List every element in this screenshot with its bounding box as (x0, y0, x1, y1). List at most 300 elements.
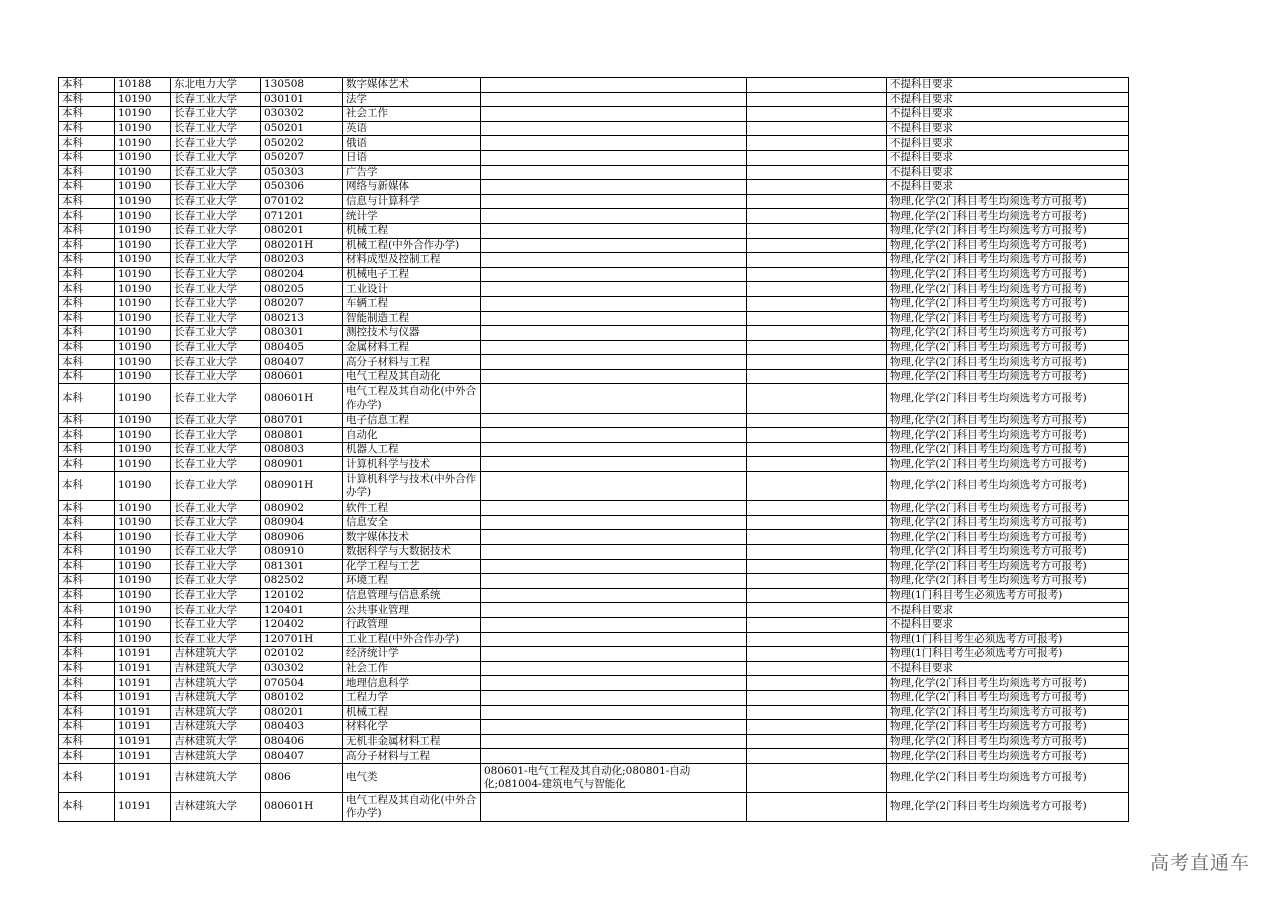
major-name-cell: 高分子材料与工程 (343, 749, 481, 764)
major-name-cell: 数字媒体艺术 (343, 78, 481, 93)
subject-requirement-cell: 物理,化学(2门科目考生均须选考方可报考) (887, 326, 1129, 341)
major-code-cell: 080201 (261, 705, 343, 720)
subject-requirement-cell: 物理,化学(2门科目考生均须选考方可报考) (887, 282, 1129, 297)
school-name-cell: 吉林建筑大学 (171, 647, 261, 662)
table-row (59, 603, 1129, 618)
subject-requirement-cell: 物理(1门科目考生必须选考方可报考) (887, 647, 1129, 662)
level-cell: 本科 (59, 194, 115, 209)
included-majors-cell (481, 136, 747, 151)
table-row (59, 515, 1129, 530)
blank-cell (747, 413, 887, 428)
subject-requirement-cell: 物理,化学(2门科目考生均须选考方可报考) (887, 530, 1129, 545)
table-row (59, 78, 1129, 93)
included-majors-cell (481, 793, 747, 822)
table-row (59, 194, 1129, 209)
major-code-cell: 080906 (261, 530, 343, 545)
level-cell: 本科 (59, 253, 115, 268)
subject-requirement-cell: 物理(1门科目考生必须选考方可报考) (887, 588, 1129, 603)
blank-cell (747, 734, 887, 749)
included-majors-cell (481, 632, 747, 647)
school-name-cell: 吉林建筑大学 (171, 749, 261, 764)
school-code-cell: 10191 (115, 661, 171, 676)
blank-cell (747, 326, 887, 341)
blank-cell (747, 180, 887, 195)
level-cell: 本科 (59, 384, 115, 413)
blank-cell (747, 472, 887, 501)
major-code-cell: 080207 (261, 296, 343, 311)
blank-cell (747, 238, 887, 253)
blank-cell (747, 78, 887, 93)
included-majors-cell (481, 676, 747, 691)
major-name-cell: 无机非金属材料工程 (343, 734, 481, 749)
table-row (59, 501, 1129, 516)
included-majors-cell (481, 545, 747, 560)
level-cell: 本科 (59, 413, 115, 428)
school-name-cell: 长春工业大学 (171, 384, 261, 413)
school-code-cell: 10190 (115, 121, 171, 136)
subject-requirement-cell: 物理,化学(2门科目考生均须选考方可报考) (887, 369, 1129, 384)
table-row (59, 326, 1129, 341)
school-name-cell: 吉林建筑大学 (171, 763, 261, 792)
school-code-cell: 10190 (115, 253, 171, 268)
level-cell: 本科 (59, 355, 115, 370)
major-code-cell: 080213 (261, 311, 343, 326)
level-cell: 本科 (59, 238, 115, 253)
level-cell: 本科 (59, 661, 115, 676)
level-cell: 本科 (59, 311, 115, 326)
table-row (59, 574, 1129, 589)
major-name-cell: 材料成型及控制工程 (343, 253, 481, 268)
major-code-cell: 050303 (261, 165, 343, 180)
level-cell: 本科 (59, 457, 115, 472)
major-code-cell: 050201 (261, 121, 343, 136)
blank-cell (747, 311, 887, 326)
table-row (59, 223, 1129, 238)
included-majors-cell (481, 355, 747, 370)
included-majors-cell (481, 574, 747, 589)
subject-requirement-cell: 物理,化学(2门科目考生均须选考方可报考) (887, 501, 1129, 516)
school-name-cell: 长春工业大学 (171, 413, 261, 428)
major-name-cell: 测控技术与仪器 (343, 326, 481, 341)
level-cell: 本科 (59, 223, 115, 238)
school-code-cell: 10190 (115, 574, 171, 589)
major-name-cell: 电气工程及其自动化 (343, 369, 481, 384)
school-code-cell: 10190 (115, 92, 171, 107)
table-row (59, 763, 1129, 792)
table-row (59, 545, 1129, 560)
subject-requirement-cell: 物理,化学(2门科目考生均须选考方可报考) (887, 559, 1129, 574)
subject-requirement-cell: 物理,化学(2门科目考生均须选考方可报考) (887, 793, 1129, 822)
school-code-cell: 10190 (115, 326, 171, 341)
major-code-cell: 080205 (261, 282, 343, 297)
blank-cell (747, 428, 887, 443)
table-row (59, 676, 1129, 691)
table-row (59, 749, 1129, 764)
major-name-cell: 车辆工程 (343, 296, 481, 311)
included-majors-cell (481, 150, 747, 165)
major-code-cell: 070102 (261, 194, 343, 209)
level-cell: 本科 (59, 150, 115, 165)
school-code-cell: 10190 (115, 617, 171, 632)
major-name-cell: 环境工程 (343, 574, 481, 589)
school-name-cell: 长春工业大学 (171, 296, 261, 311)
subject-requirement-cell: 物理,化学(2门科目考生均须选考方可报考) (887, 749, 1129, 764)
major-name-cell: 法学 (343, 92, 481, 107)
subject-requirement-cell: 物理,化学(2门科目考生均须选考方可报考) (887, 238, 1129, 253)
table-row (59, 384, 1129, 413)
table-row (59, 209, 1129, 224)
major-name-cell: 金属材料工程 (343, 340, 481, 355)
major-code-cell: 080910 (261, 545, 343, 560)
subject-requirement-cell: 物理,化学(2门科目考生均须选考方可报考) (887, 194, 1129, 209)
school-code-cell: 10190 (115, 384, 171, 413)
subject-requirement-cell: 物理,化学(2门科目考生均须选考方可报考) (887, 209, 1129, 224)
school-code-cell: 10188 (115, 78, 171, 93)
blank-cell (747, 209, 887, 224)
school-name-cell: 长春工业大学 (171, 472, 261, 501)
subject-requirement-cell: 不提科目要求 (887, 617, 1129, 632)
subject-requirement-cell: 物理,化学(2门科目考生均须选考方可报考) (887, 515, 1129, 530)
blank-cell (747, 530, 887, 545)
school-code-cell: 10190 (115, 472, 171, 501)
level-cell: 本科 (59, 603, 115, 618)
major-code-cell: 080901 (261, 457, 343, 472)
level-cell: 本科 (59, 107, 115, 122)
major-code-cell: 080701 (261, 413, 343, 428)
included-majors-cell (481, 472, 747, 501)
included-majors-cell (481, 223, 747, 238)
major-name-cell: 行政管理 (343, 617, 481, 632)
major-name-cell: 高分子材料与工程 (343, 355, 481, 370)
major-name-cell: 化学工程与工艺 (343, 559, 481, 574)
blank-cell (747, 647, 887, 662)
major-name-cell: 社会工作 (343, 107, 481, 122)
major-name-cell: 自动化 (343, 428, 481, 443)
blank-cell (747, 136, 887, 151)
school-name-cell: 长春工业大学 (171, 530, 261, 545)
school-code-cell: 10190 (115, 413, 171, 428)
subject-requirement-cell: 不提科目要求 (887, 121, 1129, 136)
school-name-cell: 吉林建筑大学 (171, 705, 261, 720)
major-code-cell: 030302 (261, 107, 343, 122)
included-majors-cell (481, 78, 747, 93)
school-name-cell: 长春工业大学 (171, 267, 261, 282)
level-cell: 本科 (59, 588, 115, 603)
table-row (59, 632, 1129, 647)
school-code-cell: 10191 (115, 647, 171, 662)
major-name-cell: 社会工作 (343, 661, 481, 676)
subject-requirement-cell: 物理,化学(2门科目考生均须选考方可报考) (887, 355, 1129, 370)
included-majors-cell (481, 734, 747, 749)
table-row (59, 690, 1129, 705)
major-code-cell: 050207 (261, 150, 343, 165)
school-name-cell: 长春工业大学 (171, 559, 261, 574)
level-cell: 本科 (59, 749, 115, 764)
school-name-cell: 长春工业大学 (171, 326, 261, 341)
table-row (59, 705, 1129, 720)
subject-requirement-cell: 物理,化学(2门科目考生均须选考方可报考) (887, 413, 1129, 428)
level-cell: 本科 (59, 92, 115, 107)
subject-requirement-cell: 物理,化学(2门科目考生均须选考方可报考) (887, 384, 1129, 413)
major-name-cell: 计算机科学与技术(中外合作办学) (343, 472, 481, 501)
included-majors-cell (481, 413, 747, 428)
subject-requirement-cell: 物理,化学(2门科目考生均须选考方可报考) (887, 545, 1129, 560)
major-code-cell: 120402 (261, 617, 343, 632)
school-name-cell: 长春工业大学 (171, 136, 261, 151)
major-code-cell: 080902 (261, 501, 343, 516)
blank-cell (747, 223, 887, 238)
subject-requirement-cell: 物理,化学(2门科目考生均须选考方可报考) (887, 705, 1129, 720)
school-code-cell: 10191 (115, 705, 171, 720)
table-row (59, 472, 1129, 501)
school-code-cell: 10190 (115, 238, 171, 253)
level-cell: 本科 (59, 501, 115, 516)
subject-requirement-cell: 物理,化学(2门科目考生均须选考方可报考) (887, 253, 1129, 268)
school-name-cell: 长春工业大学 (171, 632, 261, 647)
major-name-cell: 电气类 (343, 763, 481, 792)
table-row (59, 559, 1129, 574)
table-row (59, 442, 1129, 457)
major-code-cell: 080102 (261, 690, 343, 705)
table-row (59, 165, 1129, 180)
blank-cell (747, 632, 887, 647)
level-cell: 本科 (59, 121, 115, 136)
subject-requirement-cell: 不提科目要求 (887, 92, 1129, 107)
included-majors-cell (481, 515, 747, 530)
major-code-cell: 080405 (261, 340, 343, 355)
major-name-cell: 电气工程及其自动化(中外合作办学) (343, 384, 481, 413)
major-code-cell: 030101 (261, 92, 343, 107)
school-name-cell: 长春工业大学 (171, 442, 261, 457)
level-cell: 本科 (59, 369, 115, 384)
school-code-cell: 10190 (115, 107, 171, 122)
school-name-cell: 吉林建筑大学 (171, 661, 261, 676)
level-cell: 本科 (59, 793, 115, 822)
subject-requirement-cell: 不提科目要求 (887, 180, 1129, 195)
school-code-cell: 10190 (115, 296, 171, 311)
major-name-cell: 工业设计 (343, 282, 481, 297)
blank-cell (747, 253, 887, 268)
school-code-cell: 10191 (115, 720, 171, 735)
school-name-cell: 吉林建筑大学 (171, 793, 261, 822)
school-name-cell: 长春工业大学 (171, 603, 261, 618)
major-code-cell: 080201H (261, 238, 343, 253)
watermark-logo: 高考直通车 (1149, 852, 1250, 874)
school-code-cell: 10190 (115, 530, 171, 545)
major-name-cell: 公共事业管理 (343, 603, 481, 618)
subject-requirement-cell: 物理,化学(2门科目考生均须选考方可报考) (887, 340, 1129, 355)
major-name-cell: 数字媒体技术 (343, 530, 481, 545)
school-name-cell: 长春工业大学 (171, 588, 261, 603)
blank-cell (747, 194, 887, 209)
school-name-cell: 东北电力大学 (171, 78, 261, 93)
major-name-cell: 材料化学 (343, 720, 481, 735)
school-code-cell: 10190 (115, 515, 171, 530)
blank-cell (747, 749, 887, 764)
table-row (59, 530, 1129, 545)
subject-requirement-cell: 不提科目要求 (887, 150, 1129, 165)
level-cell: 本科 (59, 442, 115, 457)
school-name-cell: 长春工业大学 (171, 253, 261, 268)
table-row (59, 238, 1129, 253)
included-majors-cell (481, 267, 747, 282)
blank-cell (747, 559, 887, 574)
major-code-cell: 080901H (261, 472, 343, 501)
school-name-cell: 长春工业大学 (171, 121, 261, 136)
school-name-cell: 长春工业大学 (171, 428, 261, 443)
included-majors-cell (481, 253, 747, 268)
major-name-cell: 地理信息科学 (343, 676, 481, 691)
major-name-cell: 俄语 (343, 136, 481, 151)
subject-requirement-cell: 不提科目要求 (887, 603, 1129, 618)
level-cell: 本科 (59, 428, 115, 443)
included-majors-cell (481, 369, 747, 384)
included-majors-cell (481, 428, 747, 443)
major-name-cell: 机械工程 (343, 705, 481, 720)
subject-requirement-cell: 物理,化学(2门科目考生均须选考方可报考) (887, 428, 1129, 443)
subject-requirement-cell: 不提科目要求 (887, 107, 1129, 122)
major-code-cell: 080407 (261, 749, 343, 764)
school-code-cell: 10190 (115, 194, 171, 209)
included-majors-cell (481, 194, 747, 209)
included-majors-cell (481, 720, 747, 735)
major-code-cell: 080301 (261, 326, 343, 341)
subject-requirement-cell: 物理,化学(2门科目考生均须选考方可报考) (887, 472, 1129, 501)
table-row (59, 369, 1129, 384)
school-code-cell: 10190 (115, 282, 171, 297)
included-majors-cell: 080601-电气工程及其自动化;080801-自动化;081004-建筑电气与智能化 (481, 763, 747, 792)
school-code-cell: 10190 (115, 603, 171, 618)
major-code-cell: 080601H (261, 793, 343, 822)
school-code-cell: 10190 (115, 209, 171, 224)
school-code-cell: 10191 (115, 749, 171, 764)
major-code-cell: 071201 (261, 209, 343, 224)
table-row (59, 282, 1129, 297)
major-name-cell: 工程力学 (343, 690, 481, 705)
level-cell: 本科 (59, 296, 115, 311)
school-name-cell: 长春工业大学 (171, 282, 261, 297)
school-name-cell: 长春工业大学 (171, 194, 261, 209)
major-code-cell: 080801 (261, 428, 343, 443)
subject-requirement-cell: 物理,化学(2门科目考生均须选考方可报考) (887, 311, 1129, 326)
major-name-cell: 电子信息工程 (343, 413, 481, 428)
school-code-cell: 10191 (115, 734, 171, 749)
blank-cell (747, 92, 887, 107)
blank-cell (747, 617, 887, 632)
major-code-cell: 081301 (261, 559, 343, 574)
included-majors-cell (481, 559, 747, 574)
school-name-cell: 吉林建筑大学 (171, 676, 261, 691)
included-majors-cell (481, 121, 747, 136)
level-cell: 本科 (59, 559, 115, 574)
major-name-cell: 智能制造工程 (343, 311, 481, 326)
major-name-cell: 信息安全 (343, 515, 481, 530)
major-name-cell: 软件工程 (343, 501, 481, 516)
school-code-cell: 10190 (115, 442, 171, 457)
school-name-cell: 长春工业大学 (171, 150, 261, 165)
major-name-cell: 网络与新媒体 (343, 180, 481, 195)
subject-requirement-cell: 不提科目要求 (887, 78, 1129, 93)
table-row (59, 413, 1129, 428)
level-cell: 本科 (59, 545, 115, 560)
blank-cell (747, 705, 887, 720)
school-name-cell: 长春工业大学 (171, 238, 261, 253)
blank-cell (747, 574, 887, 589)
major-code-cell: 080407 (261, 355, 343, 370)
blank-cell (747, 384, 887, 413)
subject-requirement-cell: 物理,化学(2门科目考生均须选考方可报考) (887, 676, 1129, 691)
school-code-cell: 10191 (115, 763, 171, 792)
school-code-cell: 10190 (115, 223, 171, 238)
major-code-cell: 030302 (261, 661, 343, 676)
major-code-cell: 130508 (261, 78, 343, 93)
subject-requirement-cell: 物理(1门科目考生必须选考方可报考) (887, 632, 1129, 647)
school-code-cell: 10190 (115, 355, 171, 370)
included-majors-cell (481, 92, 747, 107)
included-majors-cell (481, 647, 747, 662)
table-row (59, 647, 1129, 662)
school-name-cell: 长春工业大学 (171, 574, 261, 589)
table-row (59, 793, 1129, 822)
school-code-cell: 10190 (115, 457, 171, 472)
school-name-cell: 长春工业大学 (171, 369, 261, 384)
subject-requirement-cell: 物理,化学(2门科目考生均须选考方可报考) (887, 734, 1129, 749)
major-code-cell: 120701H (261, 632, 343, 647)
included-majors-cell (481, 588, 747, 603)
level-cell: 本科 (59, 705, 115, 720)
major-name-cell: 机器人工程 (343, 442, 481, 457)
table-row (59, 267, 1129, 282)
school-name-cell: 长春工业大学 (171, 457, 261, 472)
table-row (59, 734, 1129, 749)
level-cell: 本科 (59, 690, 115, 705)
table-row (59, 457, 1129, 472)
table-row (59, 150, 1129, 165)
subject-requirement-cell: 物理,化学(2门科目考生均须选考方可报考) (887, 763, 1129, 792)
level-cell: 本科 (59, 763, 115, 792)
level-cell: 本科 (59, 720, 115, 735)
level-cell: 本科 (59, 617, 115, 632)
level-cell: 本科 (59, 574, 115, 589)
included-majors-cell (481, 530, 747, 545)
major-code-cell: 070504 (261, 676, 343, 691)
subject-requirement-cell: 物理,化学(2门科目考生均须选考方可报考) (887, 442, 1129, 457)
table-row (59, 253, 1129, 268)
subject-requirement-cell: 物理,化学(2门科目考生均须选考方可报考) (887, 457, 1129, 472)
level-cell: 本科 (59, 326, 115, 341)
level-cell: 本科 (59, 734, 115, 749)
major-code-cell: 080904 (261, 515, 343, 530)
level-cell: 本科 (59, 647, 115, 662)
blank-cell (747, 515, 887, 530)
included-majors-cell (481, 617, 747, 632)
blank-cell (747, 720, 887, 735)
blank-cell (747, 107, 887, 122)
major-name-cell: 电气工程及其自动化(中外合作办学) (343, 793, 481, 822)
major-code-cell: 0806 (261, 763, 343, 792)
level-cell: 本科 (59, 515, 115, 530)
table-row (59, 617, 1129, 632)
blank-cell (747, 150, 887, 165)
table-row (59, 661, 1129, 676)
blank-cell (747, 690, 887, 705)
school-name-cell: 长春工业大学 (171, 355, 261, 370)
included-majors-cell (481, 165, 747, 180)
school-code-cell: 10190 (115, 150, 171, 165)
school-code-cell: 10190 (115, 180, 171, 195)
subject-requirement-cell: 不提科目要求 (887, 661, 1129, 676)
blank-cell (747, 588, 887, 603)
